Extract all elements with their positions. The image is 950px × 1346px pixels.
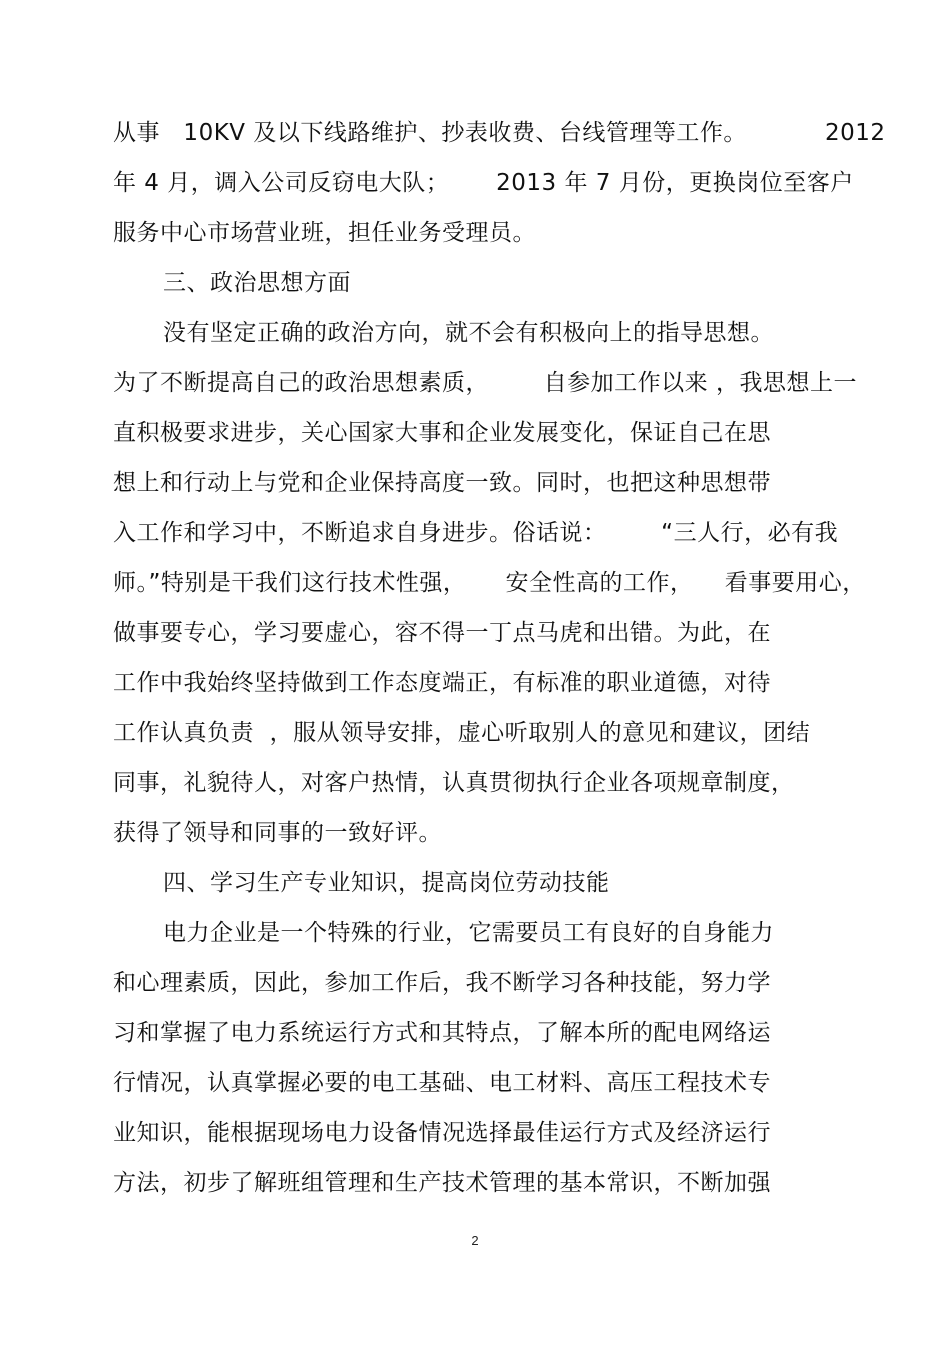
text-line: 工作中我始终坚持做到工作态度端正，有标准的职业道德，对待 [113, 670, 771, 696]
text-line: 年 4 月，调入公司反窃电大队； 2013 年 7 月份，更换岗位至客户 [113, 170, 854, 196]
text-line: 同事，礼貌待人，对客户热情，认真贯彻执行企业各项规章制度， [113, 770, 795, 796]
text-line: 从事 10KV 及以下线路维护、抄表收费、台线管理等工作。 2012 [113, 120, 886, 146]
text-line: 业知识，能根据现场电力设备情况选择最佳运行方式及经济运行 [113, 1120, 771, 1146]
text-line: 直积极要求进步，关心国家大事和企业发展变化，保证自己在思 [113, 420, 771, 446]
page-number: 2 [471, 1233, 479, 1248]
section-heading: 四、学习生产专业知识，提高岗位劳动技能 [163, 870, 610, 896]
text-line: 获得了领导和同事的一致好评。 [113, 820, 442, 846]
section-heading: 三、政治思想方面 [163, 270, 351, 296]
text-line: 想上和行动上与党和企业保持高度一致。同时，也把这种思想带 [113, 470, 771, 496]
text-line: 做事要专心，学习要虚心，容不得一丁点马虎和出错。为此，在 [113, 620, 771, 646]
text-line: 电力企业是一个特殊的行业，它需要员工有良好的自身能力 [163, 920, 774, 946]
text-line: 和心理素质，因此，参加工作后，我不断学习各种技能，努力学 [113, 970, 771, 996]
text-line: 行情况，认真掌握必要的电工基础、电工材料、高压工程技术专 [113, 1070, 771, 1096]
text-line: 工作认真负责 ，服从领导安排，虚心听取别人的意见和建议，团结 [113, 720, 811, 746]
text-line: 师。”特别是干我们这行技术性强， 安全性高的工作， 看事要用心， [113, 570, 866, 596]
text-line: 服务中心市场营业班，担任业务受理员。 [113, 220, 536, 246]
text-line: 为了不断提高自己的政治思想素质， 自参加工作以来 ，我思想上一 [113, 370, 857, 396]
text-line: 习和掌握了电力系统运行方式和其特点，了解本所的配电网络运 [113, 1020, 771, 1046]
text-line: 方法，初步了解班组管理和生产技术管理的基本常识，不断加强 [113, 1170, 771, 1196]
text-line: 没有坚定正确的政治方向，就不会有积极向上的指导思想。 [163, 320, 774, 346]
text-line: 入工作和学习中，不断追求自身进步。俗话说： “三人行，必有我 [113, 520, 839, 546]
